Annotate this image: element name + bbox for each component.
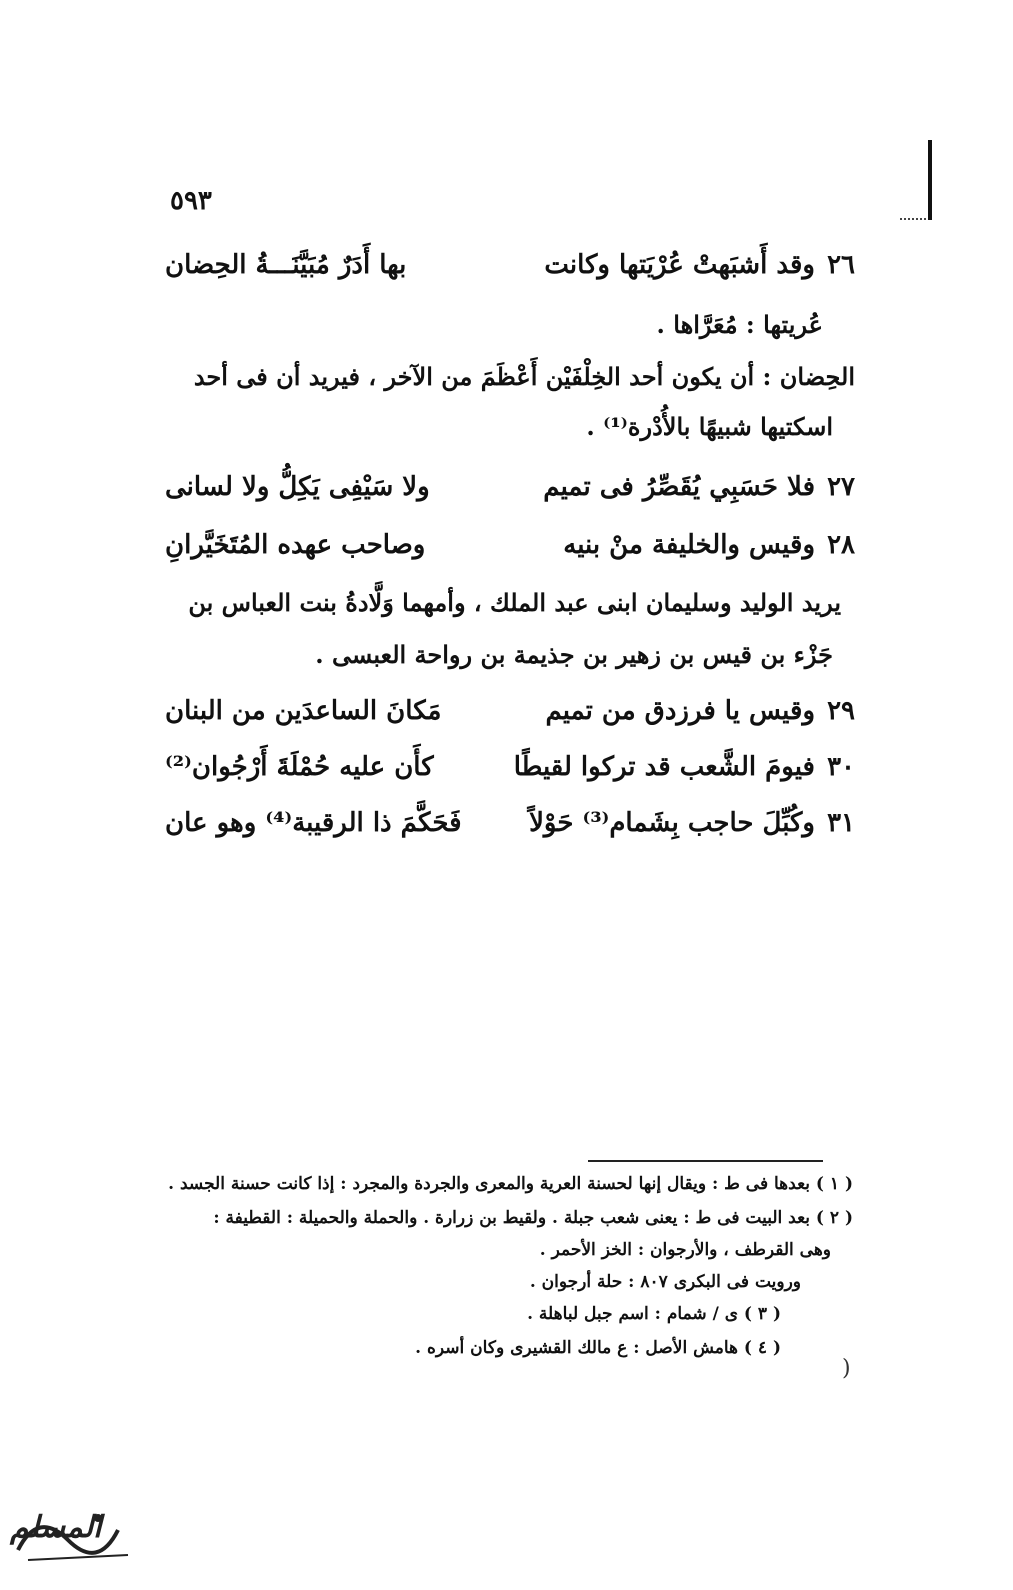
page-edge-dots (900, 218, 926, 222)
verse-30 (165, 752, 855, 788)
footnote-1: ( ١ ) بعدها فى ط : ويقال إنها لحسنة العرية والمعرى والجردة والمجرد : إذا كانت حسنة الجسد . (168, 1174, 853, 1194)
verse-number: ٣١ (827, 808, 855, 838)
gloss-line: الحِضان : أن يكون أحد الخِلْفَيْن أَعْظَمَ من الآخر ، فيريد أن فى أحد (193, 362, 855, 391)
verse-first-hemistich: وقيس يا فرزدق من تميم (545, 696, 815, 726)
verse-26 (165, 250, 855, 286)
watermark-logo-text: المسلم (10, 1510, 102, 1545)
gloss-line: يريد الوليد وسليمان ابنى عبد الملك ، وأمهما وَلَّادةُ بنت العباس بن (188, 588, 841, 617)
footnote-4: ( ٤ ) هامش الأصل : ع مالك القشيرى وكان أسره . (415, 1338, 781, 1358)
verse-second-hemistich: كأَن عليه حُمْلَةَ أَرْجُوان⁽²⁾ (165, 752, 434, 782)
margin-mark: ) (842, 1356, 851, 1381)
verse-number: ٢٧ (827, 472, 855, 502)
verse-number: ٣٠ (827, 752, 855, 782)
footnote-2: ( ٢ ) بعد البيت فى ط : يعنى شعب جبلة . ولقيط بن زرارة . والحملة والحميلة : القطيفة : (213, 1208, 853, 1228)
footnote-2-cont: ورويت فى البكرى ٨٠٧ : حلة أرجوان . (529, 1272, 801, 1292)
verse-first-hemistich: وقيس والخليفة منْ بنيه (563, 530, 815, 560)
gloss-line: اسكتيها شبيهًا بالأُدْرة⁽¹⁾ . (586, 412, 833, 441)
verse-second-hemistich: بها أَدَرٌ مُبَيَّنَـــةُ الحِضان (165, 250, 407, 280)
verse-first-hemistich: وكُبِّلَ حاجب بِشَمام⁽³⁾ حَوْلاً (529, 808, 815, 838)
verse-28 (165, 530, 855, 566)
verse-number: ٢٩ (827, 696, 855, 726)
verse-second-hemistich: فَحَكَّمَ ذا الرقيبة⁽⁴⁾ وهو عان (165, 808, 462, 838)
verse-29 (165, 696, 855, 732)
verse-second-hemistich: مَكانَ الساعدَين من البنان (165, 696, 442, 726)
verse-first-hemistich: وقد أَشبَهتْ عُرْيَتها وكانت (544, 250, 815, 280)
page-number: ٥٩٣ (170, 186, 212, 216)
footnote-3: ( ٣ ) ى / شمام : اسم جبل لباهلة . (527, 1304, 781, 1324)
verse-second-hemistich: ولا سَيْفِى يَكِلُّ ولا لسانى (165, 472, 430, 502)
verse-number: ٢٦ (827, 250, 855, 280)
footnote-separator (588, 1160, 823, 1162)
footnote-2-cont: وهى القرطف ، والأرجوان : الخز الأحمر . (539, 1240, 831, 1260)
verse-first-hemistich: فيومَ الشَّعب قد تركوا لقيطًا (513, 752, 815, 782)
gloss-line: جَزْء بن قيس بن زهير بن جذيمة بن رواحة العبسى . (315, 640, 833, 669)
gloss-line: عُريتها : مُعَرَّاها . (656, 310, 823, 339)
verse-number: ٢٨ (827, 530, 855, 560)
verse-27 (165, 472, 855, 508)
verse-31 (165, 808, 855, 844)
verse-second-hemistich: وصاحب عهده المُتَخَيَّرانِ (165, 530, 426, 560)
verse-first-hemistich: فلا حَسَبِي يُقَصِّرُ فى تميم (543, 472, 815, 502)
page-edge-mark (928, 140, 932, 220)
